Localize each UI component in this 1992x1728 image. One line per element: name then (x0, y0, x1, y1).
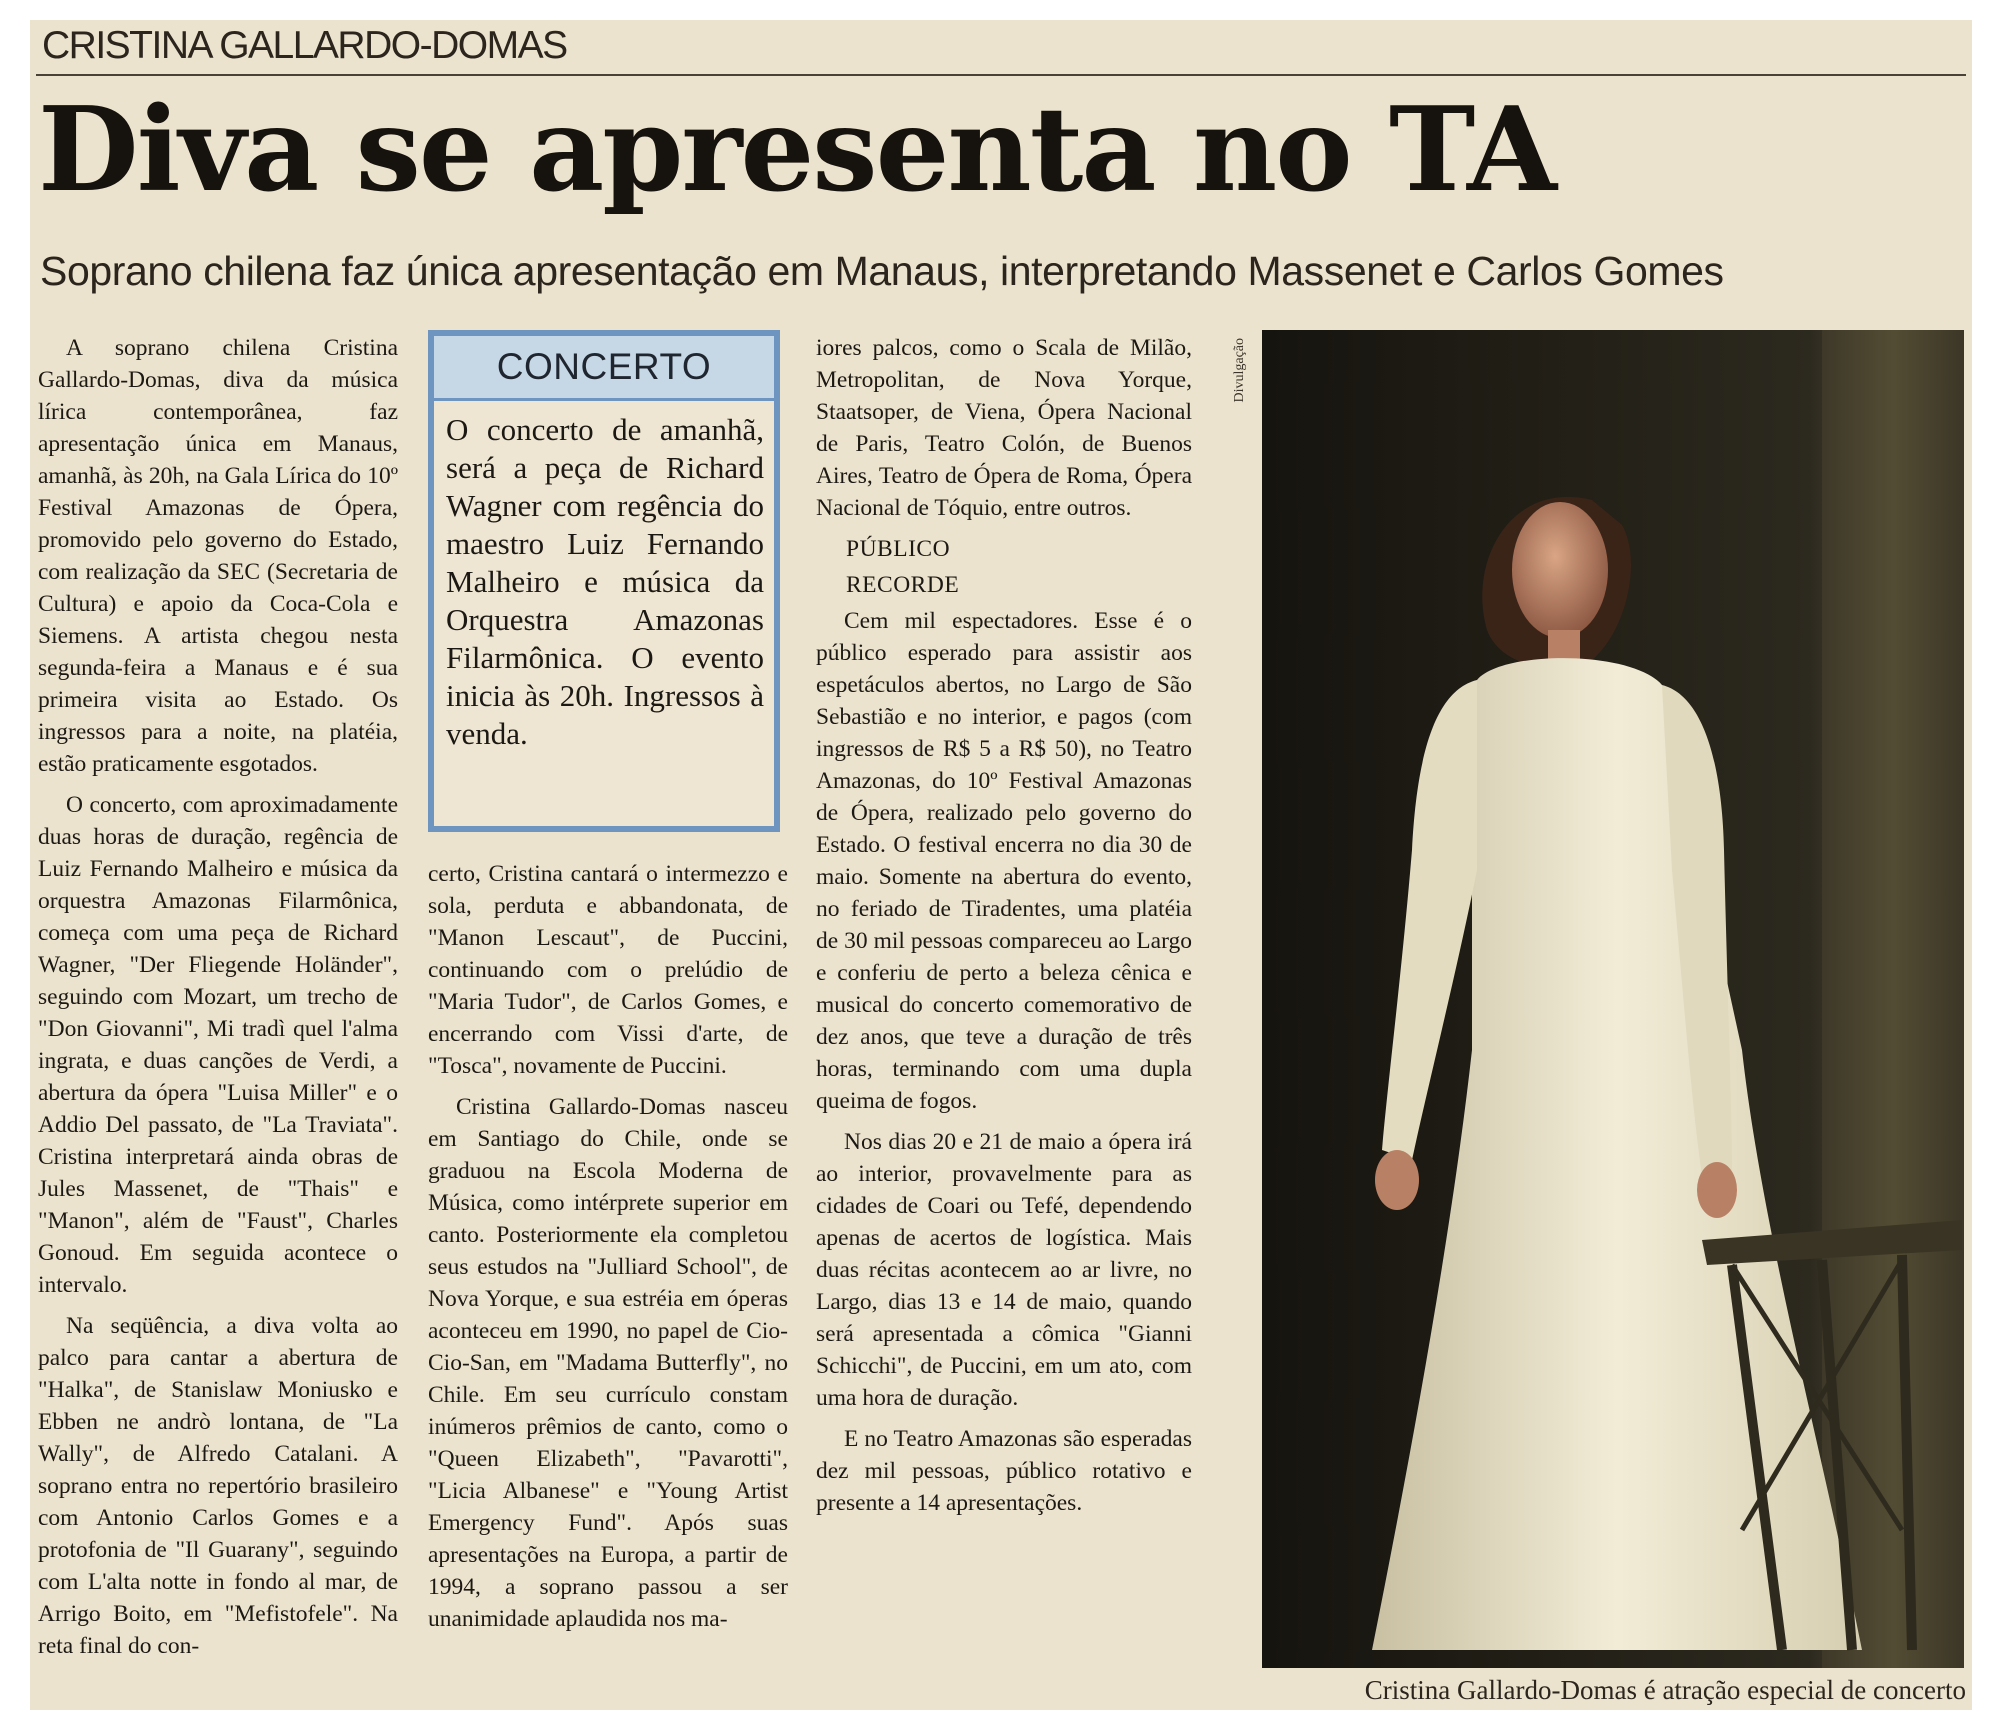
newspaper-clipping (30, 20, 1972, 1710)
article-paragraph: iores palcos, como o Scala de Milão, Metropolitan, de Nova Yorque, Staatsoper, de Viena, Ópera Nacional de Paris, Teatro Colón, de Buenos Aires, Teatro de Ópera de Roma, Ópera Nacional de Tóquio, entre outros. (816, 335, 1192, 521)
photo-credit: Divulgação (1232, 338, 1247, 403)
sidebar-title: CONCERTO (434, 336, 774, 401)
article-column-2 (428, 858, 788, 1644)
headline: Diva se apresenta no TA (38, 82, 1555, 218)
subhead-line: PÚBLICO (846, 536, 951, 562)
article-paragraph: certo, Cristina cantará o intermezzo e sola, perduta e abbandonata, de "Manon Lescaut", de Puccini, continuando com o prelúdio de "Maria Tudor", de Carlos Gomes, e encerrando com Vissi d'arte, de "Tosca", novamente de Puccini. (428, 861, 788, 1079)
kicker-rule (36, 74, 1966, 76)
subheadline: Soprano chilena faz única apresentação em Manaus, interpretando Massenet e Carlos Gomes (40, 248, 1724, 294)
article-column-1 (38, 332, 398, 1671)
sidebar-text: O concerto de amanhã, será a peça de Richard Wagner com regência do maestro Luiz Fernando Malheiro e música da Orquestra Amazonas Filarmônica. O evento inicia às 20h. Ingressos à venda. (446, 412, 764, 751)
singer-photo (1262, 330, 1964, 1668)
photo-caption: Cristina Gallardo-Domas é atração especial de concerto (1364, 1675, 1966, 1705)
concerto-sidebar (428, 330, 780, 832)
article-paragraph: E no Teatro Amazonas são esperadas dez mil pessoas, público rotativo e presente a 14 apresentações. (816, 1426, 1192, 1516)
article-paragraph: Na seqüência, a diva volta ao palco para cantar a abertura de "Halka", de Stanislaw Moniusko e Ebben ne andrò lontana, de "La Wally", de Alfredo Catalani. A soprano entra no repertório brasileiro com Antonio Carlos Gomes e a protofonia de "Il Guarany", seguindo com L'alta notte in fondo al mar, de Arrigo Boito, em "Mefistofele". Na reta final do con- (38, 1313, 398, 1659)
kicker: CRISTINA GALLARDO-DOMAS (42, 24, 567, 67)
article-paragraph: Cem mil espectadores. Esse é o público esperado para assistir aos espetáculos abertos, no Largo de São Sebastião e no interior, e pagos (com ingressos de R$ 5 a R$ 50), no Teatro Amazonas, do 10º Festival Amazonas de Ópera, realizado pelo governo do Estado. O festival encerra no dia 30 de maio. Somente na abertura do evento, no feriado de Tiradentes, uma platéia de 30 mil pessoas compareceu ao Largo e conferiu de perto a beleza cênica e musical do concerto comemorativo de dez anos, que teve a duração de três horas, terminando com uma dupla queima de fogos. (816, 608, 1192, 1114)
article-paragraph: A soprano chilena Cristina Gallardo-Domas, diva da música lírica contemporânea, faz apresentação única em Manaus, amanhã, às 20h, na Gala Lírica do 10º Festival Amazonas de Ópera, promovido pelo governo do Estado, com realização da SEC (Secretaria de Cultura) e apoio da Coca-Cola e Siemens. A artista chegou nesta segunda-feira a Manaus e é sua primeira visita ao Estado. Os ingressos para a noite, na platéia, estão praticamente esgotados. (38, 335, 398, 777)
singer-illustration (1262, 330, 1964, 1668)
article-paragraph: O concerto, com aproximadamente duas horas de duração, regência de Luiz Fernando Malheiro e música da orquestra Amazonas Filarmônica, começa com uma peça de Richard Wagner, "Der Fliegende Holänder", seguindo com Mozart, um trecho de "Don Giovanni", Mi tradì quel l'alma ingrata, e duas canções de Verdi, a abertura da ópera "Luisa Miller" e o Addio Del passato, de "La Traviata". Cristina interpretará ainda obras de Jules Massenet, de "Thais" e "Manon", além de "Faust", Charles Gonoud. Em seguida acontece o intervalo. (38, 792, 398, 1298)
article-paragraph: Cristina Gallardo-Domas nasceu em Santiago do Chile, onde se graduou na Escola Moderna de Música, como intérprete superior em canto. Posteriormente ela completou seus estudos na "Julliard School", de Nova Yorque, e sua estréia em óperas aconteceu em 1990, no papel de Cio-Cio-San, em "Madama Butterfly", no Chile. Em seu currículo constam inúmeros prêmios de canto, como o "Queen Elizabeth", "Pavarotti", "Licia Albanese" e "Young Artist Emergency Fund". Após suas apresentações na Europa, a partir de 1994, a soprano passou a ser unanimidade aplaudida nos ma- (428, 1094, 788, 1632)
subhead-line: RECORDE (846, 572, 960, 598)
article-column-3 (816, 332, 1192, 1528)
article-paragraph: Nos dias 20 e 21 de maio a ópera irá ao interior, provavelmente para as cidades de Coari ou Tefé, dependendo apenas de acertos de logística. Mais duas récitas acontecem ao ar livre, no Largo, dias 13 e 14 de maio, quando será apresentada a cômica "Gianni Schicchi", de Puccini, em um ato, com uma hora de duração. (816, 1129, 1192, 1411)
